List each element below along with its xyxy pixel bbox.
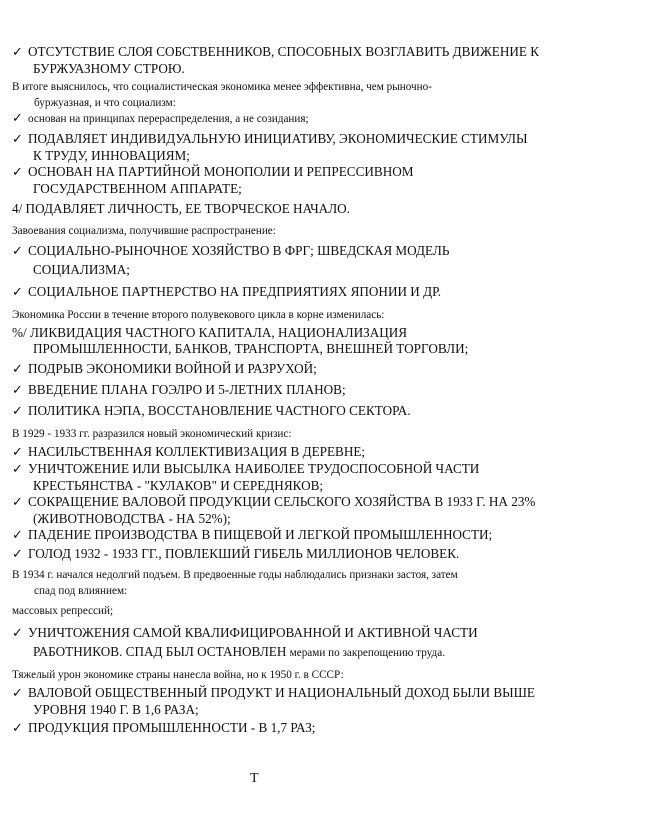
bullet-line	[0, 527, 650, 544]
paragraph-line: Экономика России в течение второго полувекового цикла в корне изменилась:	[12, 309, 385, 321]
check-icon: ✓	[12, 626, 23, 641]
bullet-line	[0, 164, 650, 181]
check-icon: ✓	[12, 362, 23, 377]
continuation-line: ГОСУДАРСТВЕННОМ АППАРАТЕ;	[33, 181, 242, 196]
line-text: СОЦИАЛЬНО-РЫНОЧНОЕ ХОЗЯЙСТВО В ФРГ; ШВЕДСКАЯ МОДЕЛЬ	[28, 243, 450, 258]
line-text: ПОДРЫВ ЭКОНОМИКИ ВОЙНОЙ И РАЗРУХОЙ;	[28, 361, 317, 376]
bullet-line	[0, 444, 650, 461]
continuation-line: КРЕСТЬЯНСТВА - "КУЛАКОВ" И СЕРЕДНЯКОВ;	[33, 478, 324, 493]
continuation-line	[0, 644, 650, 661]
line-text: ВВЕДЕНИЕ ПЛАНА ГОЭЛРО И 5-ЛЕТНИХ ПЛАНОВ;	[28, 382, 346, 397]
line-text: СОЦИАЛЬНОЕ ПАРТНЕРСТВО НА ПРЕДПРИЯТИЯХ ЯПОНИИ И ДР.	[28, 284, 442, 299]
paragraph-line: В 1934 г. начался недолгий подъем. В предвоенные годы наблюдались признаки застоя, затем	[12, 569, 458, 581]
check-icon: ✓	[12, 528, 23, 543]
bullet-line	[0, 625, 650, 642]
bullet-line	[0, 461, 650, 478]
check-icon: ✓	[12, 111, 23, 126]
line-text: СОКРАЩЕНИЕ ВАЛОВОЙ ПРОДУКЦИИ СЕЛЬСКОГО ХОЗЯЙСТВА В 1933 Г. НА 23%	[28, 494, 536, 509]
bullet-line	[0, 494, 650, 511]
paragraph-line: массовых репрессий;	[12, 605, 114, 617]
line-text: основан на принципах перераспределения, а не созидания;	[28, 113, 309, 125]
numbered-line: %/ ЛИКВИДАЦИЯ ЧАСТНОГО КАПИТАЛА, НАЦИОНАЛИЗАЦИЯ	[12, 325, 408, 340]
footer-mark: T	[250, 771, 259, 786]
bullet-line	[0, 361, 650, 378]
check-icon: ✓	[12, 45, 23, 60]
paragraph-line: Завоевания социализма, получившие распространение:	[12, 225, 276, 237]
line-text: ПАДЕНИЕ ПРОИЗВОДСТВА В ПИЩЕВОЙ И ЛЕГКОЙ ПРОМЫШЛЕННОСТИ;	[28, 527, 493, 542]
line-text: НАСИЛЬСТВЕННАЯ КОЛЛЕКТИВИЗАЦИЯ В ДЕРЕВНЕ;	[28, 444, 366, 459]
continuation-line: спад под влиянием:	[34, 585, 128, 597]
check-icon: ✓	[12, 244, 23, 259]
check-icon: ✓	[12, 462, 23, 477]
check-icon: ✓	[12, 495, 23, 510]
line-text: ПОДАВЛЯЕТ ИНДИВИДУАЛЬНУЮ ИНИЦИАТИВУ, ЭКОНОМИЧЕСКИЕ СТИМУЛЫ	[28, 131, 528, 146]
numbered-line: 4/ ПОДАВЛЯЕТ ЛИЧНОСТЬ, ЕЕ ТВОРЧЕСКОЕ НАЧАЛО.	[12, 201, 350, 216]
check-icon: ✓	[12, 445, 23, 460]
check-icon: ✓	[12, 285, 23, 300]
line-text: РАБОТНИКОВ. СПАД БЫЛ ОСТАНОВЛЕН	[33, 644, 287, 659]
check-icon: ✓	[12, 383, 23, 398]
line-text: ВАЛОВОЙ ОБЩЕСТВЕННЫЙ ПРОДУКТ И НАЦИОНАЛЬНЫЙ ДОХОД БЫЛИ ВЫШЕ	[28, 685, 535, 700]
document-page	[0, 44, 650, 737]
continuation-line: БУРЖУАЗНОМУ СТРОЮ.	[33, 61, 185, 76]
check-icon: ✓	[12, 721, 23, 736]
continuation-line: буржуазная, и что социализм:	[34, 97, 176, 109]
paragraph-line: Тяжелый урон экономике страны нанесла война, но к 1950 г. в СССР:	[12, 669, 344, 681]
bullet-line	[0, 403, 650, 420]
bullet-line	[0, 131, 650, 148]
line-text: ОСНОВАН НА ПАРТИЙНОЙ МОНОПОЛИИ И РЕПРЕССИВНОМ	[28, 164, 414, 179]
continuation-line: СОЦИАЛИЗМА;	[33, 262, 130, 277]
line-text: УНИЧТОЖЕНИЕ ИЛИ ВЫСЫЛКА НАИБОЛЕЕ ТРУДОСПОСОБНОЙ ЧАСТИ	[28, 461, 480, 476]
bullet-line	[0, 546, 650, 563]
bullet-line	[0, 111, 650, 127]
paragraph-line: В итоге выяснилось, что социалистическая экономика менее эффективна, чем рыночно-	[12, 81, 432, 93]
line-text: ПОЛИТИКА НЭПА, ВОССТАНОВЛЕНИЕ ЧАСТНОГО СЕКТОРА.	[28, 403, 411, 418]
check-icon: ✓	[12, 686, 23, 701]
continuation-line: К ТРУДУ, ИННОВАЦИЯМ;	[33, 148, 190, 163]
continuation-line: (ЖИВОТНОВОДСТВА - НА 52%);	[33, 511, 231, 526]
check-icon: ✓	[12, 165, 23, 180]
line-text: ГОЛОД 1932 - 1933 ГГ., ПОВЛЕКШИЙ ГИБЕЛЬ МИЛЛИОНОВ ЧЕЛОВЕК.	[28, 546, 460, 561]
bullet-line	[0, 382, 650, 399]
bullet-line	[0, 284, 650, 301]
bullet-line	[0, 720, 650, 737]
check-icon: ✓	[12, 132, 23, 147]
line-text-small: мерами по закрепощению труда.	[289, 647, 446, 659]
paragraph-line: В 1929 - 1933 гг. разразился новый экономический кризис:	[12, 428, 292, 440]
line-text: УНИЧТОЖЕНИЯ САМОЙ КВАЛИФИЦИРОВАННОЙ И АКТИВНОЙ ЧАСТИ	[28, 625, 478, 640]
bullet-line	[0, 44, 650, 61]
bullet-line	[0, 243, 650, 260]
line-text: ОТСУТСТВИЕ СЛОЯ СОБСТВЕННИКОВ, СПОСОБНЫХ ВОЗГЛАВИТЬ ДВИЖЕНИЕ К	[28, 44, 540, 59]
continuation-line: ПРОМЫШЛЕННОСТИ, БАНКОВ, ТРАНСПОРТА, ВНЕШНЕЙ ТОРГОВЛИ;	[33, 341, 469, 356]
line-text: ПРОДУКЦИЯ ПРОМЫШЛЕННОСТИ - В 1,7 РАЗ;	[28, 720, 316, 735]
continuation-line: УРОВНЯ 1940 Г. В 1,6 РАЗА;	[33, 702, 199, 717]
check-icon: ✓	[12, 404, 23, 419]
check-icon: ✓	[12, 547, 23, 562]
bullet-line	[0, 685, 650, 702]
